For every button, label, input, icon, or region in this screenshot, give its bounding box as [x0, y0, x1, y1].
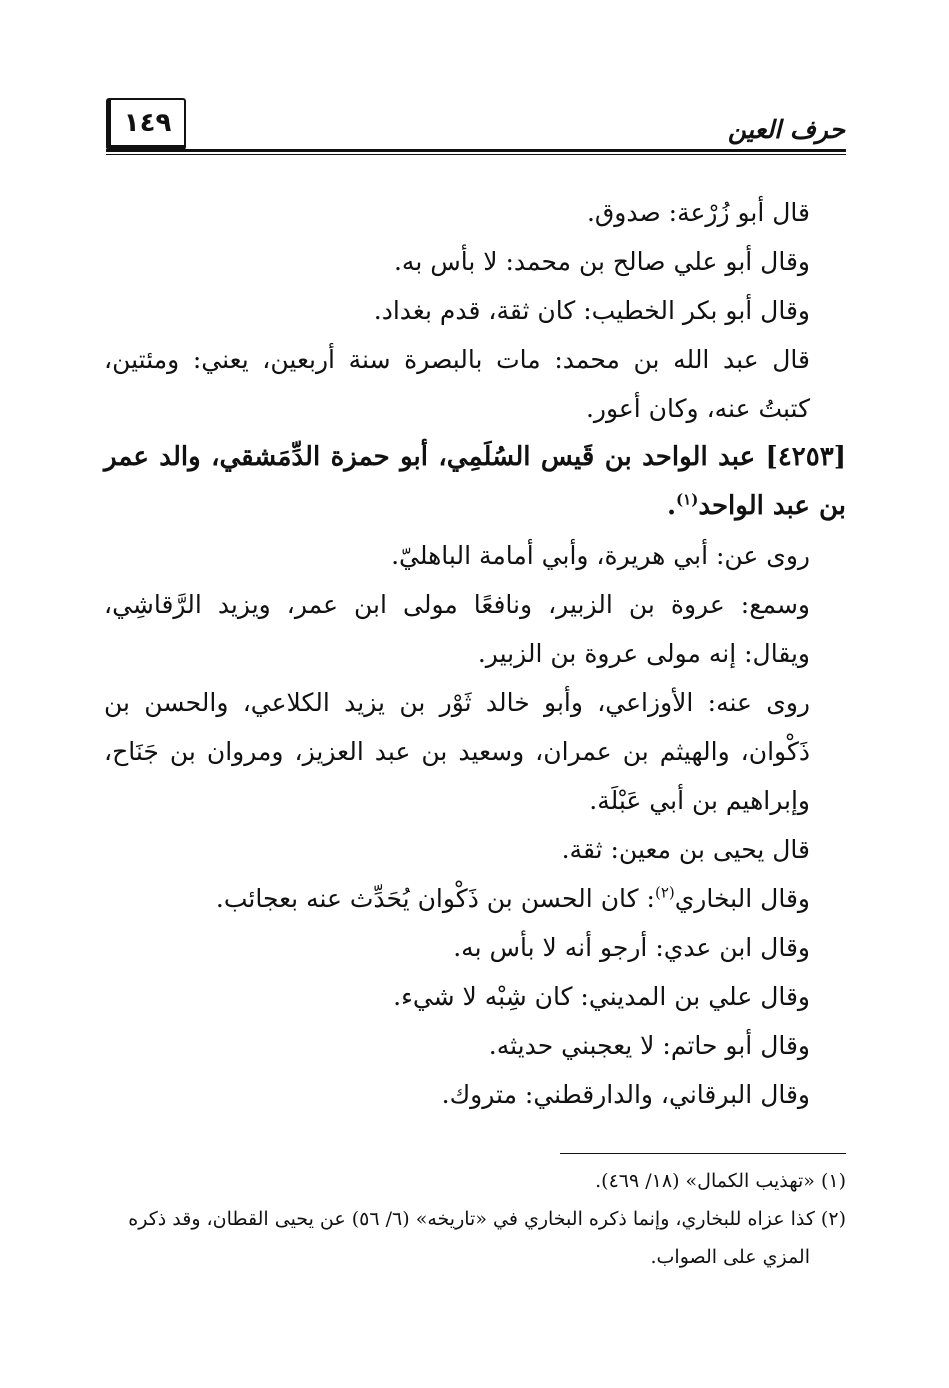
header-rule-thin	[106, 154, 846, 155]
footnotes	[96, 1162, 846, 1276]
entry-heading-end: .	[666, 491, 677, 521]
text-line: وقال البرقاني، والدارقطني: متروك.	[441, 1080, 810, 1109]
text-line: وقال ابن عدي: أرجو أنه لا بأس به.	[453, 933, 810, 962]
text-line	[104, 874, 846, 923]
footnote-separator	[560, 1153, 846, 1154]
footnote-2: (٢) كذا عزاه للبخاري، وإنما ذكره البخاري في «تاريخه» (٦/ ٥٦) عن يحيى القطان، وقد ذكره	[128, 1208, 846, 1230]
text-line: وقال علي بن المديني: كان شِبْه لا شيء.	[393, 982, 810, 1011]
header-rule	[106, 149, 846, 152]
text-line: قال أبو زُرْعة: صدوق.	[586, 198, 810, 227]
footnote-ref: (١)	[676, 490, 699, 509]
entry-heading-text: [٤٢٥٣] عبد الواحد بن قَيس السُلَمِي، أبو حمزة الدِّمَشقي، والد عمر بن عبد الواحد	[104, 442, 846, 521]
text-line: وقال أبو بكر الخطيب: كان ثقة، قدم بغداد.	[373, 296, 810, 325]
text-segment: وقال البخاري	[674, 884, 810, 913]
main-text	[104, 188, 846, 1119]
text-line: روى عن: أبي هريرة، وأبي أمامة الباهليّ.	[391, 541, 810, 570]
page-number-box	[106, 98, 186, 150]
text-paragraph: قال عبد الله بن محمد: مات بالبصرة سنة أربعين، يعني: ومئتين، كتبتُ عنه، وكان أعور.	[104, 345, 810, 423]
running-title: حرف العين	[727, 115, 845, 144]
text-line: وقال أبو حاتم: لا يعجبني حديثه.	[488, 1031, 810, 1060]
entry-heading	[104, 433, 846, 531]
footnote-1: (١) «تهذيب الكمال» (١٨/ ٤٦٩).	[595, 1170, 846, 1192]
text-paragraph: روى عنه: الأوزاعي، وأبو خالد ثَوْر بن يزيد الكلاعي، والحسن بن ذَكْوان، والهيثم بن عمران، وسعيد بن عبد العزيز، ومروان بن جَنَاح، وإبراهيم بن أبي عَبْلَة.	[104, 688, 810, 815]
text-line: وقال أبو علي صالح بن محمد: لا بأس به.	[393, 247, 810, 276]
text-segment: : كان الحسن بن ذَكْوان يُحَدِّث عنه بعجائب.	[215, 884, 655, 913]
footnote-2-continued: المزي على الصواب.	[650, 1246, 810, 1268]
footnote-ref: (٢)	[654, 883, 675, 902]
page-number: ١٤٩	[123, 107, 172, 138]
text-line: قال يحيى بن معين: ثقة.	[561, 835, 810, 864]
text-paragraph: وسمع: عروة بن الزبير، ونافعًا مولى ابن عمر، ويزيد الرَّقاشِي، ويقال: إنه مولى عروة بن الزبير.	[104, 590, 810, 668]
